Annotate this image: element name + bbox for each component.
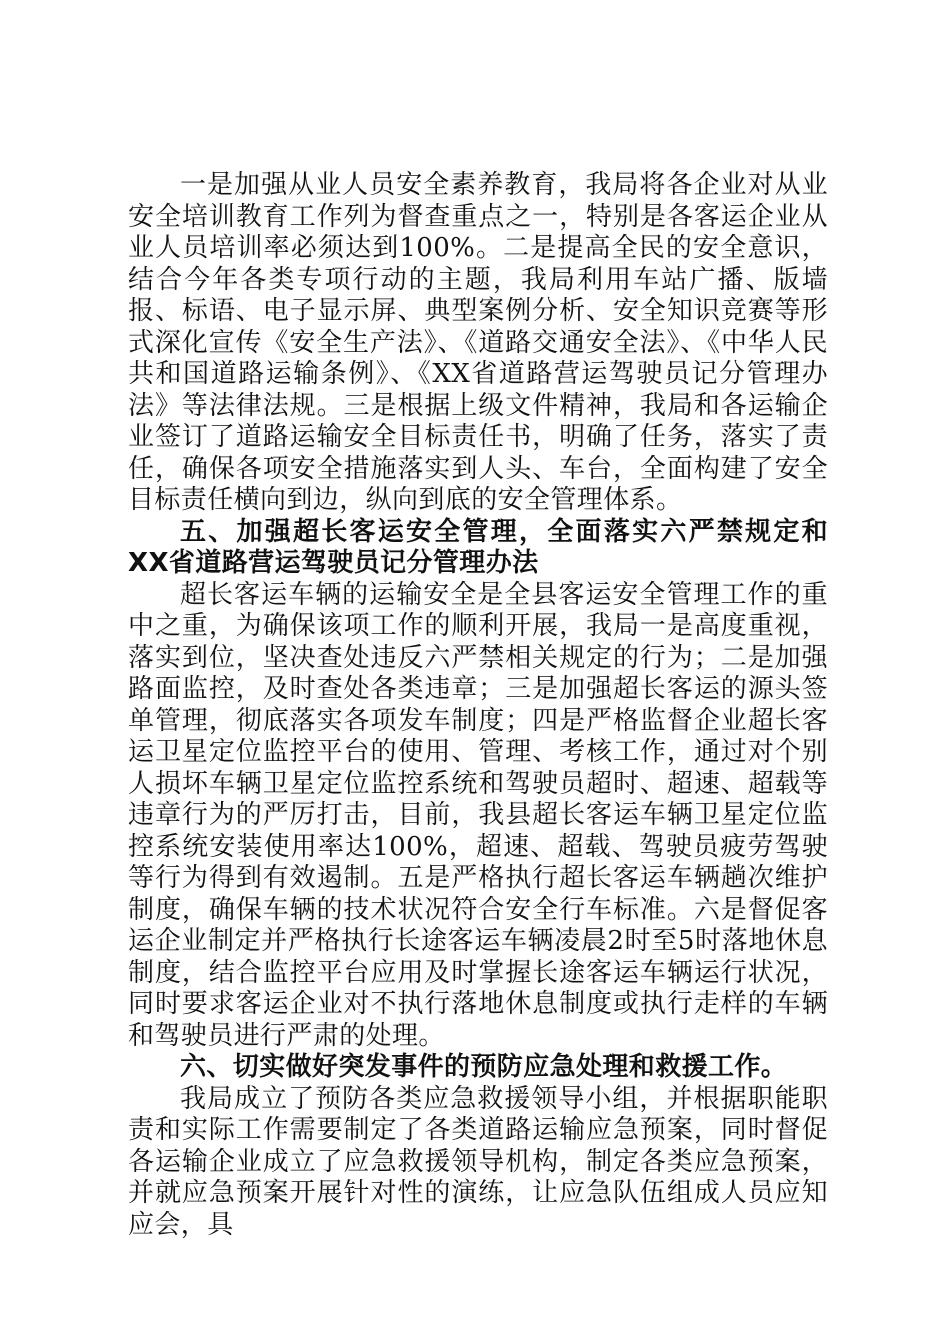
paragraph-safety-education: 一是加强从业人员安全素养教育，我局将各企业对从业安全培训教育工作列为督查重点之一，特别是各客运企业从业人员培训率必须达到100%。二是提高全民的安全意识，结合今年各类专项行动的主题，我局利用车站广播、版墙报、标语、电子显示屏、典型案例分析、安全知识竞赛等形式深化宣传《安全生产法》、《道路交通安全法》、《中华人民共和国道路运输条例》、《XX省道路营运驾驶员记分管理办法》等法律法规。三是根据上级文件精神，我局和各运输企业签订了道路运输安全目标责任书，明确了任务，落实了责任，确保各项安全措施落实到人头、车台，全面构建了安全目标责任横向到边，纵向到底的安全管理体系。 [128, 170, 828, 515]
section-heading-six: 六、切实做好突发事件的预防应急处理和救援工作。 [180, 1052, 788, 1082]
paragraph-long-distance-passenger-transport: 超长客运车辆的运输安全是全县客运安全管理工作的重中之重，为确保该项工作的顺利开展，我局一是高度重视，落实到位，坚决查处违反六严禁相关规定的行为；二是加强路面监控，及时查处各类违章；三是加强超长客运的源头签单管理，彻底落实各项发车制度；四是严格监督企业超长客运卫星定位监控平台的使用、管理、考核工作，通过对个别人损坏车辆卫星定位监控系统和驾驶员超时、超速、超载等违章行为的严厉打击，目前，我县超长客运车辆卫星定位监控系统安装使用率达100%，超速、超载、驾驶员疲劳驾驶等行为得到有效遏制。五是严格执行超长客运车辆趟次维护制度，确保车辆的技术状况符合安全行车标准。六是督促客运企业制定并严格执行长途客运车辆凌晨2时至5时落地休息制度，结合监控平台应用及时掌握长途客运车辆运行状况，同时要求客运企业对不执行落地休息制度或执行走样的车辆和驾驶员进行严肃的处理。 [128, 579, 828, 1051]
document-body [128, 170, 828, 1241]
paragraph-emergency-response: 我局成立了预防各类应急救援领导小组，并根据职能职责和实际工作需要制定了各类道路运输应急预案，同时督促各运输企业成立了应急救援领导机构，制定各类应急预案，并就应急预案开展针对性的演练，让应急队伍组成人员应知应会，具 [128, 1083, 828, 1240]
section-heading-five: 五、加强超长客运安全管理，全面落实六严禁规定和XX省道路营运驾驶员记分管理办法 [128, 516, 828, 578]
